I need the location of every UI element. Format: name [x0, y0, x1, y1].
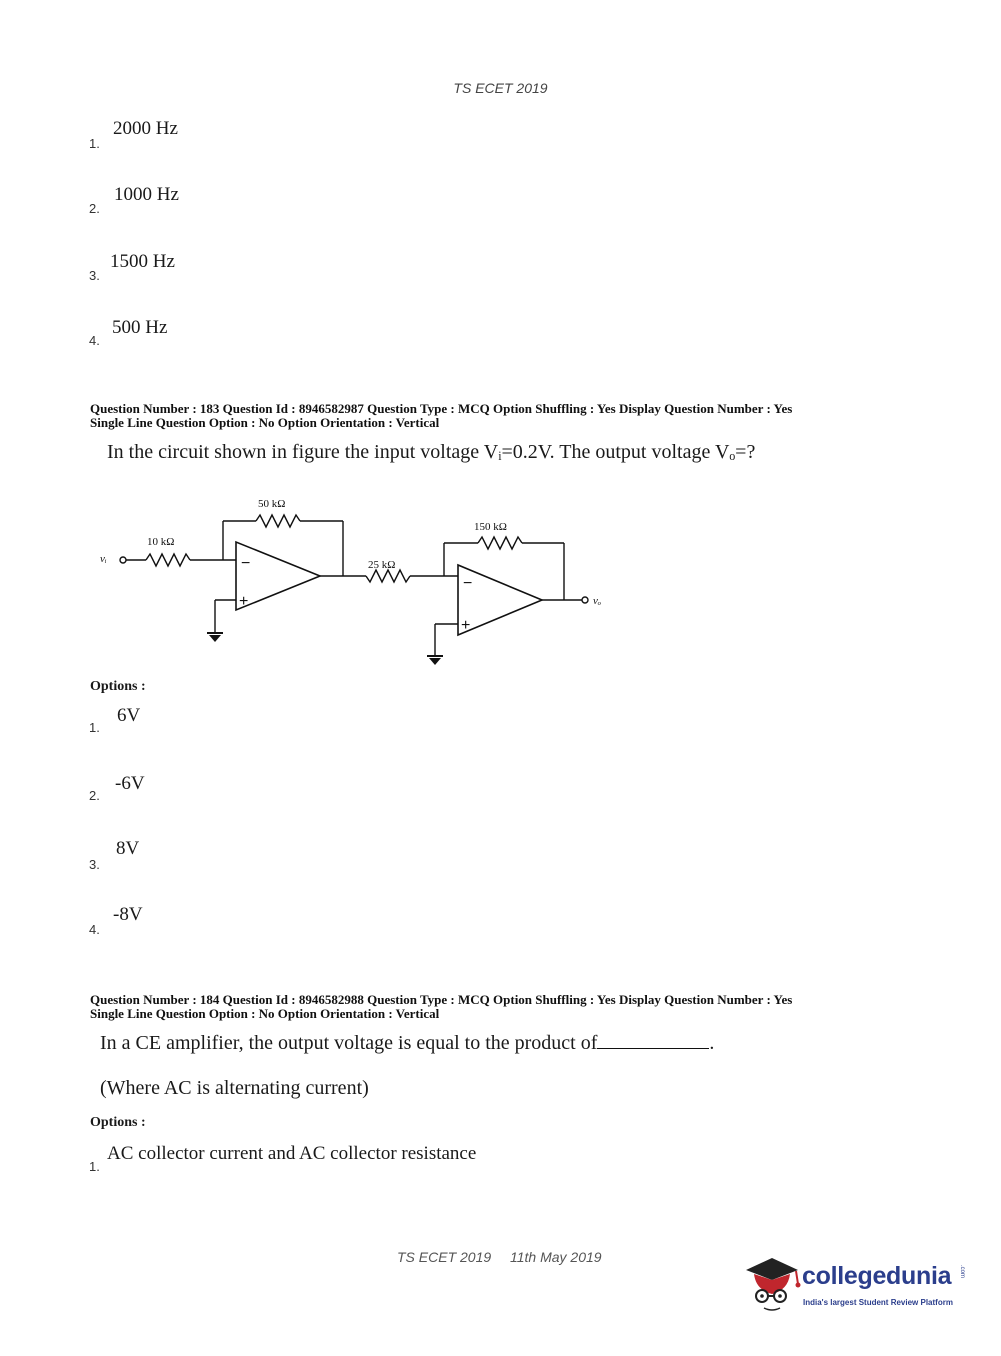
- resistor-50k: [256, 515, 300, 527]
- circuit-diagram: [90, 490, 650, 675]
- ground-2-symbol: [429, 658, 441, 665]
- options-label: Options :: [90, 1115, 146, 1130]
- option-text: AC collector current and AC collector resistance: [107, 1143, 477, 1164]
- resistor-25k-label: 25 kΩ: [368, 559, 396, 571]
- option-number: 1.: [89, 136, 100, 151]
- logo-name: collegedunia: [802, 1262, 952, 1290]
- option-number: 3.: [89, 857, 100, 872]
- options-label: Options :: [90, 679, 146, 694]
- op-amp-1-minus: −: [241, 555, 251, 572]
- meta-line: Single Line Question Option : No Option Orientation : Vertical: [90, 415, 440, 430]
- question-184-meta: [90, 993, 910, 1021]
- question-184-period: .: [709, 1032, 715, 1054]
- option-number: 1.: [89, 1159, 100, 1174]
- option-text: 6V: [117, 705, 141, 726]
- meta-line: Single Line Question Option : No Option Orientation : Vertical: [90, 1006, 440, 1021]
- option-number: 2.: [89, 201, 100, 216]
- option-text: 1000 Hz: [114, 184, 179, 205]
- resistor-10k: [146, 554, 190, 566]
- option-text: 1500 Hz: [110, 251, 175, 272]
- op-amp-2-plus: +: [461, 617, 471, 634]
- question-183-text: In the circuit shown in figure the input voltage Vᵢ=0.2V. The output voltage Vₒ=?: [107, 441, 756, 463]
- logo-tagline: India's largest Student Review Platform: [803, 1298, 953, 1307]
- resistor-10k-label: 10 kΩ: [147, 536, 175, 548]
- meta-line: Question Number : 184 Question Id : 8946582988 Question Type : MCQ Option Shuffling : Yes Display Question Number : Yes: [90, 992, 793, 1007]
- vo-label: vₒ: [593, 595, 602, 607]
- question-184-stem: In a CE amplifier, the output voltage is equal to the product of: [100, 1032, 598, 1054]
- output-terminal: [582, 597, 588, 603]
- question-184-text: [100, 1030, 714, 1055]
- option-text: -6V: [115, 773, 145, 794]
- meta-line: Question Number : 183 Question Id : 8946582987 Question Type : MCQ Option Shuffling : Yes Display Question Number : Yes: [90, 401, 793, 416]
- op-amp-1-plus: +: [239, 593, 249, 610]
- collegedunia-logo: [742, 1250, 972, 1320]
- option-text: 2000 Hz: [113, 118, 178, 139]
- option-number: 1.: [89, 720, 100, 735]
- resistor-150k: [478, 537, 522, 549]
- option-number: 4.: [89, 333, 100, 348]
- resistor-25k: [366, 570, 410, 582]
- resistor-150k-label: 150 kΩ: [474, 521, 507, 533]
- vi-label: vᵢ: [100, 553, 107, 565]
- option-number: 4.: [89, 922, 100, 937]
- question-183-meta: [90, 402, 910, 430]
- logo-suffix: .com: [959, 1265, 965, 1279]
- op-amp-1: [236, 542, 320, 610]
- mascot-icon: [742, 1250, 802, 1316]
- ground-1-symbol: [209, 635, 221, 642]
- footer-date: 11th May 2019: [510, 1249, 602, 1265]
- answer-blank: [597, 1030, 709, 1049]
- option-number: 3.: [89, 268, 100, 283]
- option-text: 500 Hz: [112, 317, 168, 338]
- question-184-note: (Where AC is alternating current): [100, 1077, 369, 1099]
- footer-exam: TS ECET 2019: [397, 1249, 492, 1265]
- option-text: -8V: [113, 904, 143, 925]
- op-amp-2-minus: −: [463, 575, 473, 592]
- input-terminal: [120, 557, 126, 563]
- page-header: TS ECET 2019: [453, 80, 548, 96]
- option-text: 8V: [116, 838, 140, 859]
- option-number: 2.: [89, 788, 100, 803]
- resistor-50k-label: 50 kΩ: [258, 498, 286, 510]
